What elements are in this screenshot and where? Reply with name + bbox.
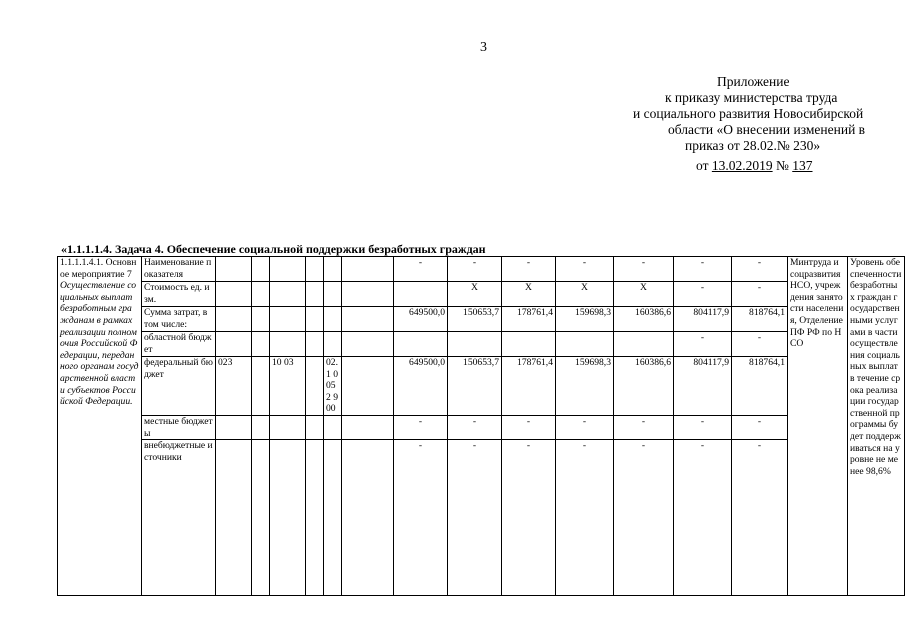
empty-cell	[252, 257, 270, 282]
csr-code	[324, 415, 342, 439]
empty-cell	[342, 415, 394, 439]
page-number: 3	[480, 40, 487, 55]
empty-cell	[252, 357, 270, 416]
grbs-code: 023	[216, 357, 252, 416]
rzpr-code	[270, 282, 306, 307]
csr-code	[324, 282, 342, 307]
indicator-label: Стоимость ед. изм.	[142, 282, 216, 307]
grbs-code	[216, 440, 252, 596]
executor-cell: Минтруда и соцразвития НСО, учреждения занятости населения, Отделение ПФ РФ по НСО	[788, 257, 848, 596]
grbs-code	[216, 257, 252, 282]
value-cell: -	[614, 415, 674, 439]
rzpr-code	[270, 415, 306, 439]
value-cell	[448, 332, 502, 357]
indicator-label: областной бюджет	[142, 332, 216, 357]
value-cell: 159698,3	[556, 357, 614, 416]
value-cell	[502, 332, 556, 357]
value-cell: -	[732, 282, 788, 307]
empty-cell	[306, 440, 324, 596]
value-cell: -	[448, 257, 502, 282]
value-cell: 804117,9	[674, 357, 732, 416]
value-cell: 160386,6	[614, 307, 674, 332]
empty-cell	[306, 357, 324, 416]
table-row	[58, 307, 905, 332]
value-cell: -	[732, 440, 788, 596]
value-cell: 160386,6	[614, 357, 674, 416]
value-cell: -	[674, 440, 732, 596]
table-row	[58, 257, 905, 282]
value-cell: -	[732, 332, 788, 357]
indicator-label: федеральный бюджет	[142, 357, 216, 416]
value-cell: -	[556, 415, 614, 439]
empty-cell	[252, 332, 270, 357]
csr-code	[324, 332, 342, 357]
csr-code	[324, 257, 342, 282]
grbs-code	[216, 282, 252, 307]
value-cell: -	[394, 415, 448, 439]
empty-cell	[252, 282, 270, 307]
value-cell: 818764,1	[732, 307, 788, 332]
empty-cell	[252, 307, 270, 332]
value-cell: -	[674, 332, 732, 357]
value-cell: 150653,7	[448, 357, 502, 416]
empty-cell	[306, 282, 324, 307]
empty-cell	[306, 307, 324, 332]
rzpr-code: 10 03	[270, 357, 306, 416]
activity-description: Осуществление социальных выплат безработным гражданам в рамках реализации полномочия Российской Федерации, переданного органам государственной власти субъектов Российской Федерации.	[60, 280, 139, 408]
appendix-line: приказ от 28.02.№ 230»	[685, 138, 821, 153]
appendix-header	[600, 74, 900, 174]
grbs-code	[216, 415, 252, 439]
value-cell: 818764,1	[732, 357, 788, 416]
expected-result-cell: Уровень обеспеченности безработных граждан государственными услугами в части осуществления социальных выплат в течение срока реализации государственной программы будет поддерживаться на уровне не менее 98,6%	[848, 257, 905, 596]
empty-cell	[306, 332, 324, 357]
value-cell: -	[502, 415, 556, 439]
appendix-line: и социального развития Новосибирской	[633, 106, 864, 121]
csr-code: 02.1 0052 900	[324, 357, 342, 416]
value-cell: 804117,9	[674, 307, 732, 332]
csr-code	[324, 307, 342, 332]
order-number: 137	[792, 158, 813, 173]
indicator-label: внебюджетные источники	[142, 440, 216, 596]
value-cell: 150653,7	[448, 307, 502, 332]
rzpr-code	[270, 257, 306, 282]
value-cell: -	[556, 440, 614, 596]
rzpr-code	[270, 307, 306, 332]
value-cell: -	[674, 415, 732, 439]
indicator-label: Сумма затрат, в том числе:	[142, 307, 216, 332]
value-cell: -	[556, 257, 614, 282]
value-cell: -	[614, 440, 674, 596]
date-prefix: от	[696, 158, 709, 173]
value-cell: -	[502, 440, 556, 596]
activity-cell	[58, 257, 142, 596]
table-row	[58, 332, 905, 357]
empty-cell	[252, 415, 270, 439]
value-cell: 178761,4	[502, 357, 556, 416]
value-cell	[394, 282, 448, 307]
value-cell: 178761,4	[502, 307, 556, 332]
value-cell: -	[448, 440, 502, 596]
empty-cell	[252, 440, 270, 596]
csr-code	[324, 440, 342, 596]
value-cell: -	[448, 415, 502, 439]
value-cell: 649500,0	[394, 357, 448, 416]
value-cell: -	[394, 440, 448, 596]
value-cell	[556, 332, 614, 357]
table-row	[58, 440, 905, 596]
value-cell: 159698,3	[556, 307, 614, 332]
empty-cell	[342, 440, 394, 596]
table-row	[58, 415, 905, 439]
value-cell: -	[732, 415, 788, 439]
empty-cell	[342, 307, 394, 332]
table-row	[58, 282, 905, 307]
value-cell: 649500,0	[394, 307, 448, 332]
value-cell: -	[674, 282, 732, 307]
value-cell: X	[614, 282, 674, 307]
value-cell	[394, 332, 448, 357]
value-cell: -	[502, 257, 556, 282]
appendix-line: области «О внесении изменений в	[668, 122, 866, 137]
order-date-line	[600, 158, 900, 174]
value-cell: -	[674, 257, 732, 282]
empty-cell	[306, 257, 324, 282]
empty-cell	[342, 282, 394, 307]
value-cell: -	[732, 257, 788, 282]
activity-table	[57, 256, 905, 596]
value-cell: X	[502, 282, 556, 307]
value-cell: X	[448, 282, 502, 307]
grbs-code	[216, 332, 252, 357]
empty-cell	[306, 415, 324, 439]
indicator-label: местные бюджеты	[142, 415, 216, 439]
table-row	[58, 357, 905, 416]
value-cell: -	[614, 257, 674, 282]
indicator-label: Наименование показателя	[142, 257, 216, 282]
order-date: 13.02.2019	[711, 158, 773, 173]
empty-cell	[342, 257, 394, 282]
activity-code: 1.1.1.1.4.1. Основное мероприятие 7	[60, 257, 137, 280]
appendix-line: к приказу министерства труда	[665, 90, 838, 105]
number-sign: №	[775, 158, 789, 173]
task-title: «1.1.1.1.4. Задача 4. Обеспечение социальной поддержки безработных граждан	[61, 242, 486, 256]
value-cell: -	[394, 257, 448, 282]
empty-cell	[342, 332, 394, 357]
value-cell	[614, 332, 674, 357]
rzpr-code	[270, 332, 306, 357]
grbs-code	[216, 307, 252, 332]
appendix-title: Приложение	[717, 74, 790, 89]
rzpr-code	[270, 440, 306, 596]
empty-cell	[342, 357, 394, 416]
value-cell: X	[556, 282, 614, 307]
